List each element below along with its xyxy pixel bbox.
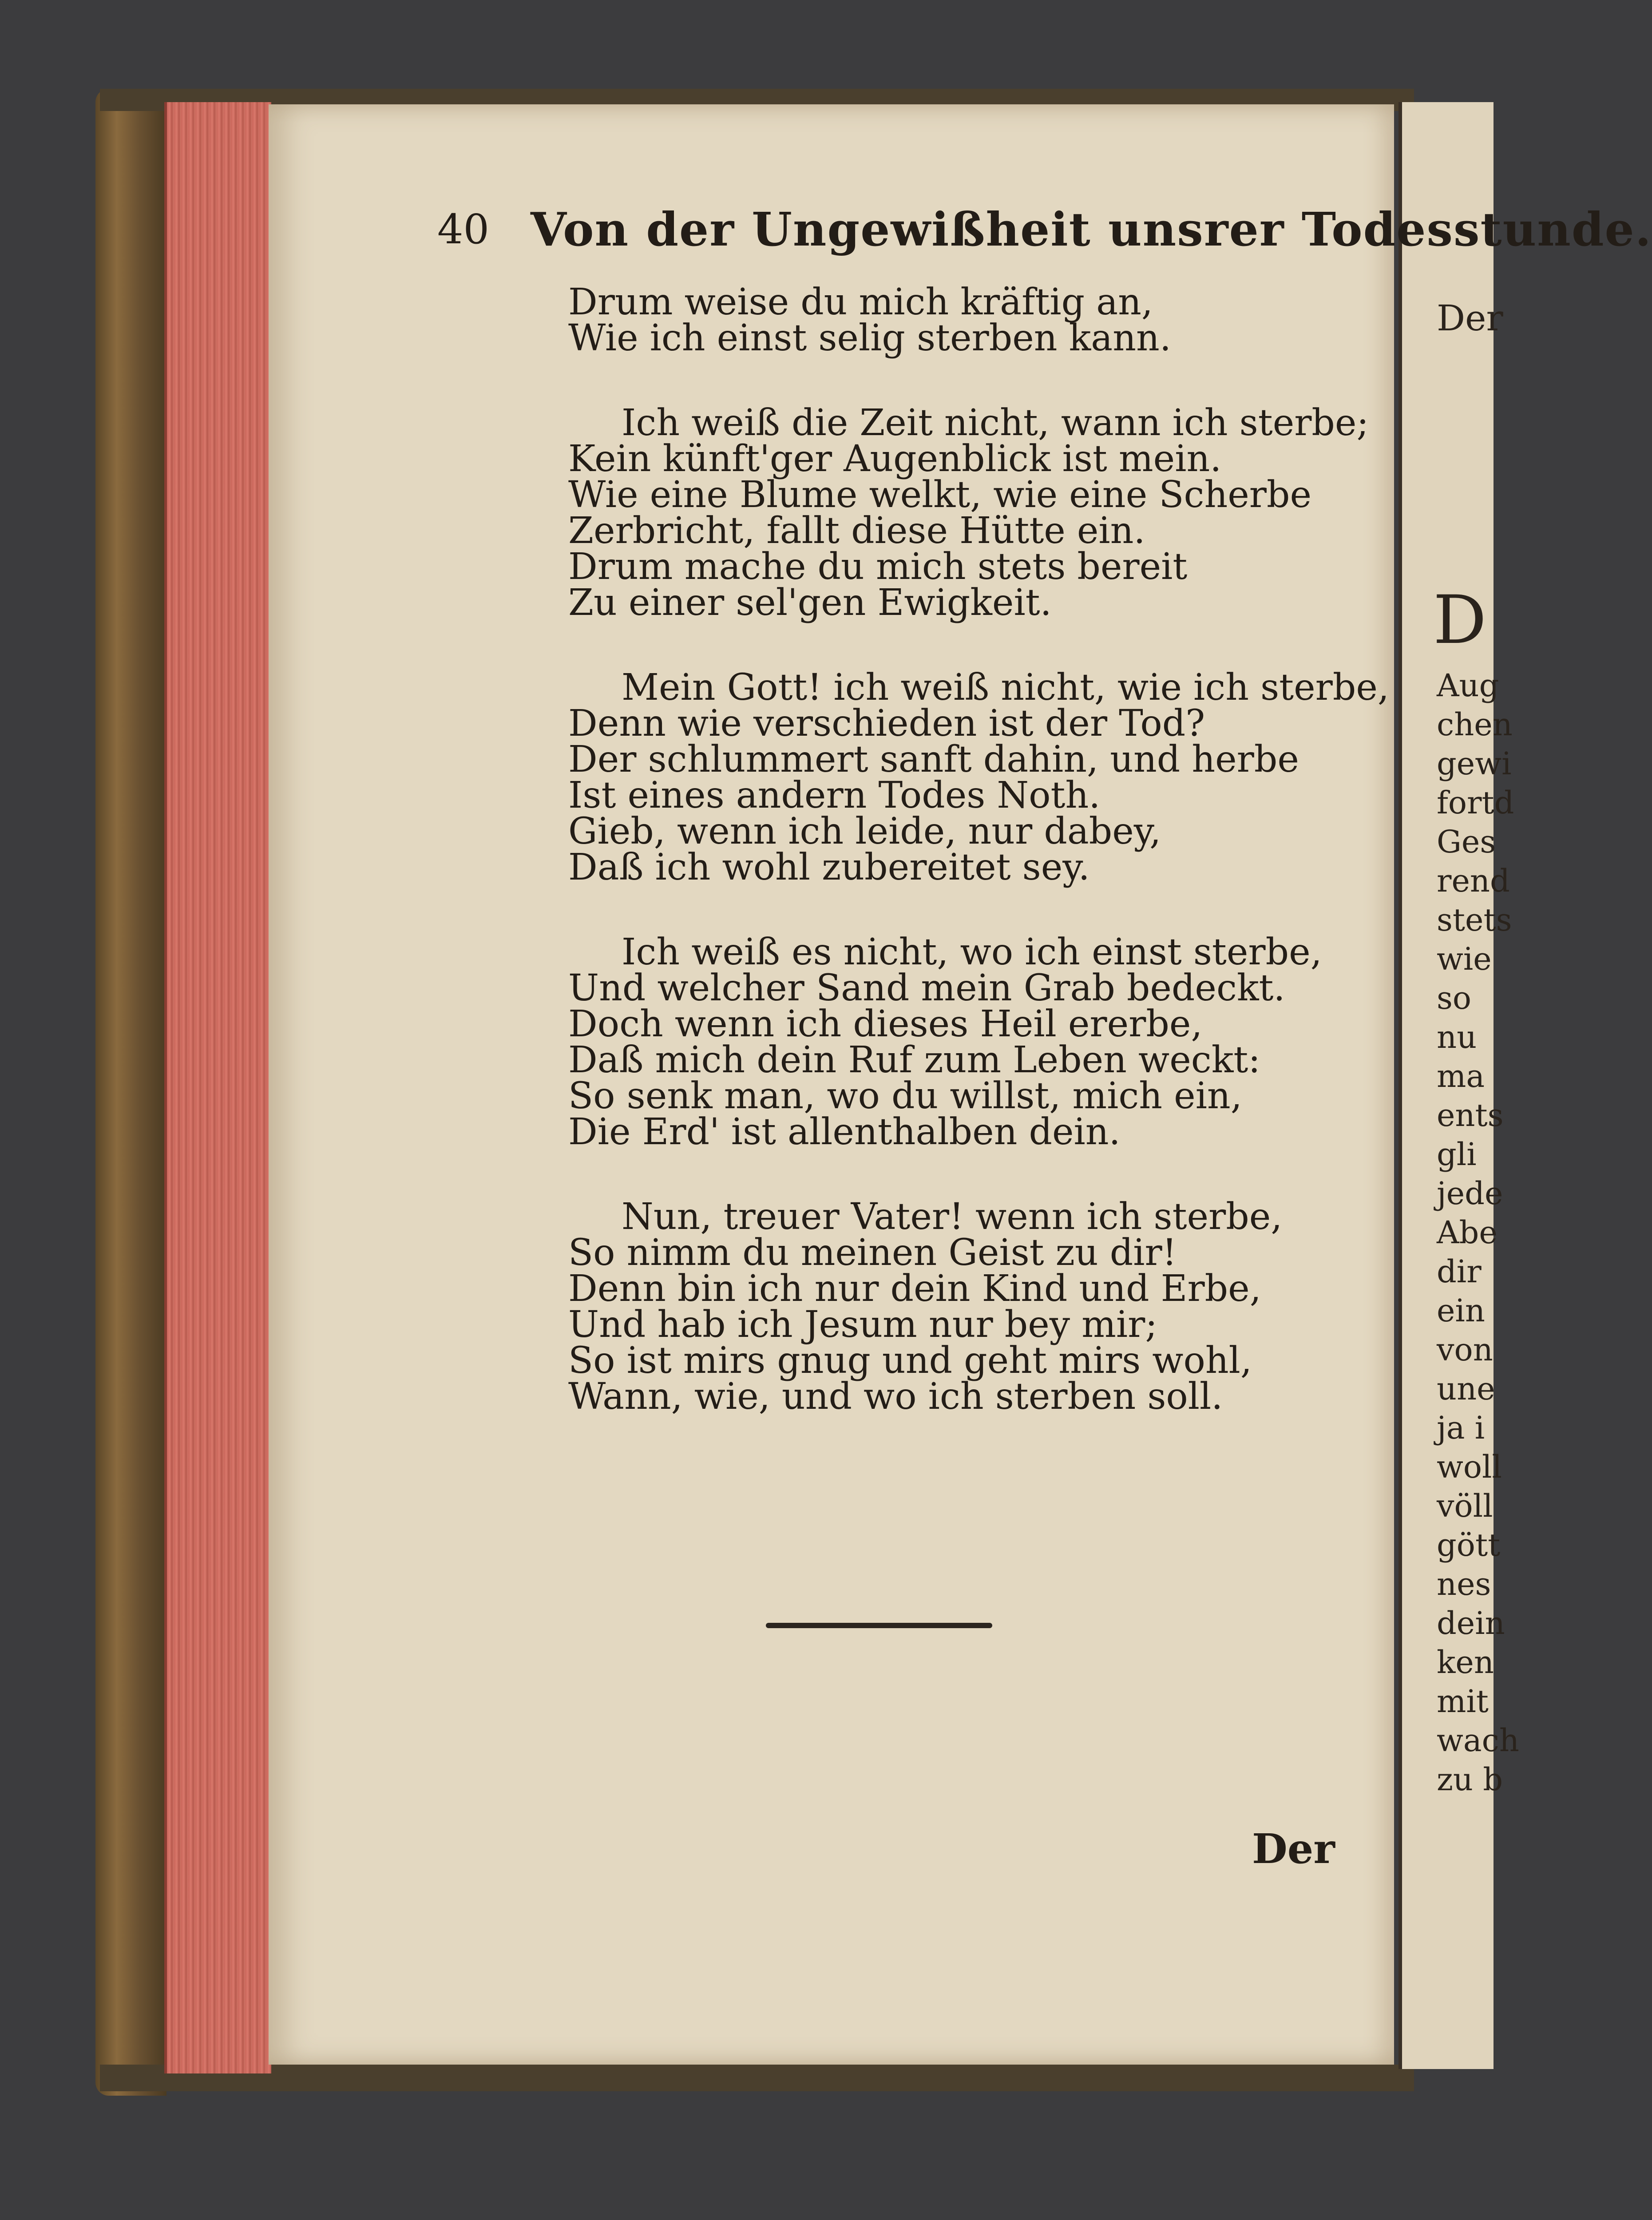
poem-line: Und welcher Sand mein Grab bedeckt. [568, 967, 1285, 1009]
book-board-bottom [100, 2065, 1414, 2091]
poem-line: Denn wie verschieden ist der Tod? [568, 702, 1205, 745]
poem-line: Zerbricht, fallt diese Hütte ein. [568, 510, 1145, 552]
running-head-title: Von der Ungewißheit unsrer Todesstunde. [531, 202, 1652, 257]
stanza [568, 931, 1322, 1153]
poem-line: Die Erd' ist allenthalben dein. [568, 1111, 1121, 1153]
poem-line: Ich weiß es nicht, wo ich einst sterbe, [622, 931, 1322, 973]
stanza [568, 666, 1389, 888]
stanza [568, 281, 1301, 359]
poem-line: Wie eine Blume welkt, wie eine Scherbe [568, 474, 1311, 516]
facing-page-initial: D [1433, 582, 1487, 659]
poem-line: Denn bin ich nur dein Kind und Erbe, [568, 1268, 1261, 1310]
poem-line: Ich weiß die Zeit nicht, wann ich sterbe; [622, 402, 1369, 444]
poem-line: So nimm du meinen Geist zu dir! [568, 1232, 1177, 1274]
stanza [568, 1196, 1301, 1418]
poem-line: Und hab ich Jesum nur bey mir; [568, 1304, 1157, 1346]
poem-line: Gieb, wenn ich leide, nur dabey, [568, 810, 1161, 852]
facing-page-fragments: Aug chen gewi fortd Ges rend stets wie so nu ma ents gli jede Abe dir ein von une ja i woll völl gött nes dein ken mit wach zu b [1437, 667, 1519, 1798]
poem-line: So senk man, wo du willst, mich ein, [568, 1075, 1242, 1117]
poem-line: Mein Gott! ich weiß nicht, wie ich sterbe, [622, 666, 1389, 709]
red-page-edges [164, 102, 271, 2073]
facing-page-edge [1398, 102, 1519, 2069]
catchword: Der [1252, 1825, 1335, 1873]
poem-line: Ist eines andern Todes Noth. [568, 774, 1101, 817]
poem-line: Nun, treuer Vater! wenn ich sterbe, [622, 1196, 1283, 1238]
closing-rule [766, 1623, 992, 1628]
poem-line: Wann, wie, und wo ich sterben soll. [568, 1376, 1223, 1418]
stanza [568, 402, 1369, 624]
poem-text [568, 281, 1389, 1418]
book-cover-edge [95, 89, 166, 2096]
poem-line: Drum weise du mich kräftig an, [568, 281, 1153, 323]
poem-line: So ist mirs gnug und geht mirs wohl, [568, 1340, 1252, 1382]
poem-line: Doch wenn ich dieses Heil ererbe, [568, 1003, 1203, 1045]
poem-line: Zu einer sel'gen Ewigkeit. [568, 582, 1052, 624]
poem-line: Wie ich einst selig sterben kann. [568, 317, 1171, 359]
page-number: 40 [437, 206, 490, 253]
poem-line: Drum mache du mich stets bereit [568, 546, 1188, 588]
facing-page-header: Der [1437, 297, 1503, 339]
poem-line: Kein künft'ger Augenblick ist mein. [568, 438, 1222, 480]
poem-line: Daß ich wohl zubereitet sey. [568, 846, 1090, 888]
poem-line: Der schlummert sanft dahin, und herbe [568, 738, 1299, 781]
poem-line: Daß mich dein Ruf zum Leben weckt: [568, 1039, 1260, 1081]
